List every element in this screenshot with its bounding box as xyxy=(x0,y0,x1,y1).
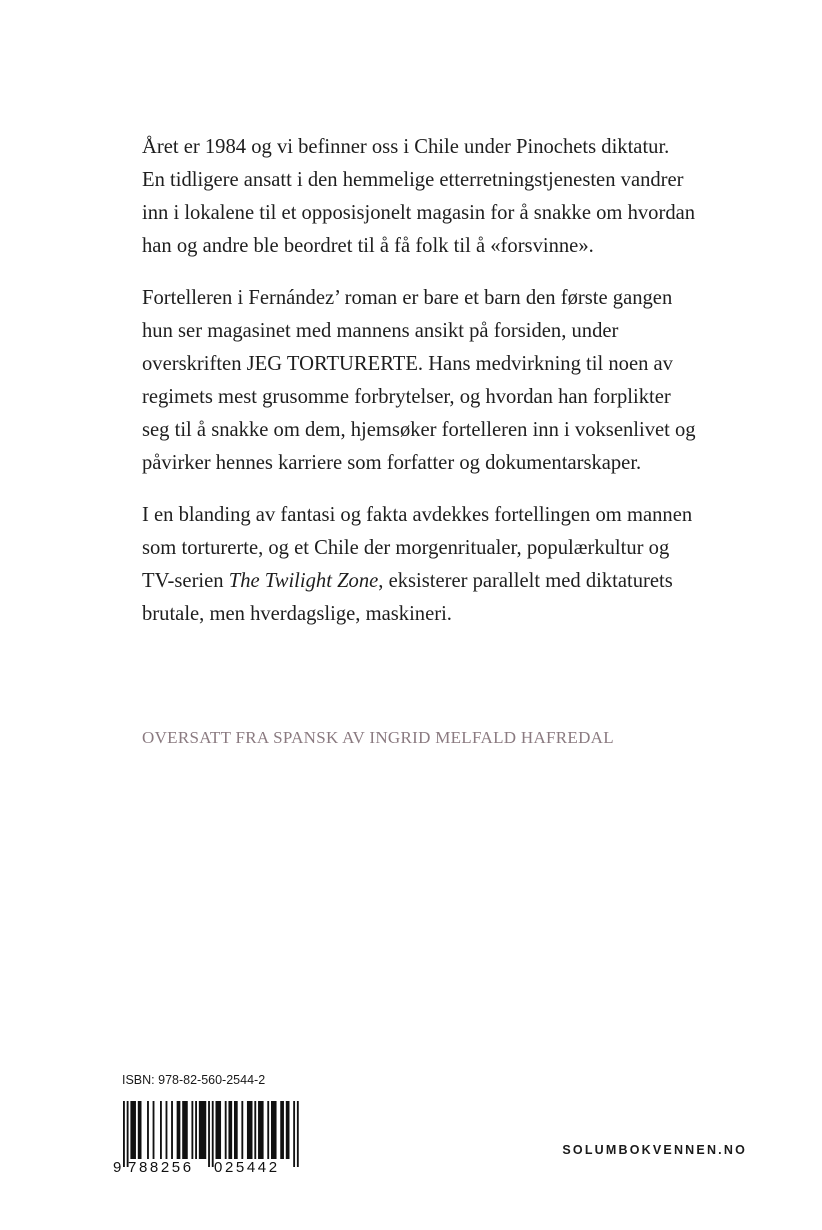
barcode-bar xyxy=(241,1101,243,1159)
barcode-bar xyxy=(138,1101,142,1159)
blurb-line: inn i lokalene til et opposisjonelt magasin for å snakke om hvordan xyxy=(142,202,696,224)
blurb-line: Fortelleren i Fernández’ roman er bare et barn den første gangen xyxy=(142,287,673,309)
barcode-bar xyxy=(271,1101,277,1159)
barcode-bar xyxy=(247,1101,253,1159)
barcode-bar xyxy=(234,1101,238,1159)
blurb-paragraph xyxy=(142,131,742,263)
isbn-label: ISBN: 978-82-560-2544-2 xyxy=(122,1073,266,1087)
blurb-line: påvirker hennes karriere som forfatter og dokumentarskaper. xyxy=(142,452,642,474)
barcode xyxy=(113,1101,303,1181)
barcode-bar xyxy=(254,1101,256,1159)
barcode-lead-digit: 9 xyxy=(113,1159,122,1176)
barcode-bar xyxy=(182,1101,188,1159)
back-cover-blurb xyxy=(142,131,742,631)
blurb-text: TV-serien xyxy=(142,570,229,592)
barcode-guard-bar xyxy=(208,1101,210,1167)
blurb-line: som torturerte, og et Chile der morgenritualer, populærkultur og xyxy=(142,537,670,559)
barcode-bar xyxy=(147,1101,149,1159)
barcode-guard-bar xyxy=(212,1101,214,1167)
blurb-paragraph xyxy=(142,499,742,631)
barcode-bar xyxy=(258,1101,264,1159)
barcode-bar xyxy=(267,1101,269,1159)
barcode-right-digits: 025442 xyxy=(214,1159,280,1176)
blurb-line: regimets mest grusomme forbrytelser, og hvordan han forplikter xyxy=(142,386,671,408)
blurb-line: En tidligere ansatt i den hemmelige etterretningstjenesten vandrer xyxy=(142,169,684,191)
blurb-text: , eksisterer parallelt med diktaturets xyxy=(378,570,673,592)
blurb-line: brutale, men hverdagslige, maskineri. xyxy=(142,603,452,625)
barcode-guard-bar xyxy=(297,1101,299,1167)
blurb-paragraph xyxy=(142,282,742,480)
blurb-line: hun ser magasinet med mannens ansikt på forsiden, under xyxy=(142,320,619,342)
translator-credit: OVERSATT FRA SPANSK AV INGRID MELFALD HAFREDAL xyxy=(142,728,614,747)
barcode-left-digits: 788256 xyxy=(128,1159,194,1176)
publisher-website: SOLUMBOKVENNEN.NO xyxy=(562,1143,747,1157)
barcode-bar xyxy=(160,1101,162,1159)
barcode-bar xyxy=(286,1101,290,1159)
barcode-bar xyxy=(280,1101,284,1159)
barcode-guard-bar xyxy=(293,1101,295,1167)
blurb-line xyxy=(142,565,742,598)
barcode-guard-bar xyxy=(127,1101,129,1167)
barcode-bar xyxy=(130,1101,136,1159)
barcode-bar xyxy=(225,1101,227,1159)
barcode-bar xyxy=(166,1101,168,1159)
blurb-line: I en blanding av fantasi og fakta avdekkes fortellingen om mannen xyxy=(142,504,693,526)
barcode-bar xyxy=(199,1101,206,1159)
blurb-line: Året er 1984 og vi befinner oss i Chile under Pinochets diktatur. xyxy=(142,136,670,158)
blurb-line: han og andre ble beordret til å få folk til å «forsvinne». xyxy=(142,235,594,257)
barcode-bar xyxy=(153,1101,155,1159)
barcode-guard-bar xyxy=(123,1101,125,1167)
blurb-line: overskriften JEG TORTURERTE. Hans medvirkning til noen av xyxy=(142,353,673,375)
series-title: The Twilight Zone xyxy=(228,570,379,592)
barcode-bar xyxy=(177,1101,181,1159)
barcode-bar xyxy=(228,1101,232,1159)
barcode-bar xyxy=(195,1101,197,1159)
barcode-bar xyxy=(216,1101,222,1159)
blurb-line: seg til å snakke om dem, hjemsøker fortelleren inn i voksenlivet og xyxy=(142,419,696,441)
barcode-bar xyxy=(171,1101,173,1159)
barcode-bar xyxy=(191,1101,193,1159)
